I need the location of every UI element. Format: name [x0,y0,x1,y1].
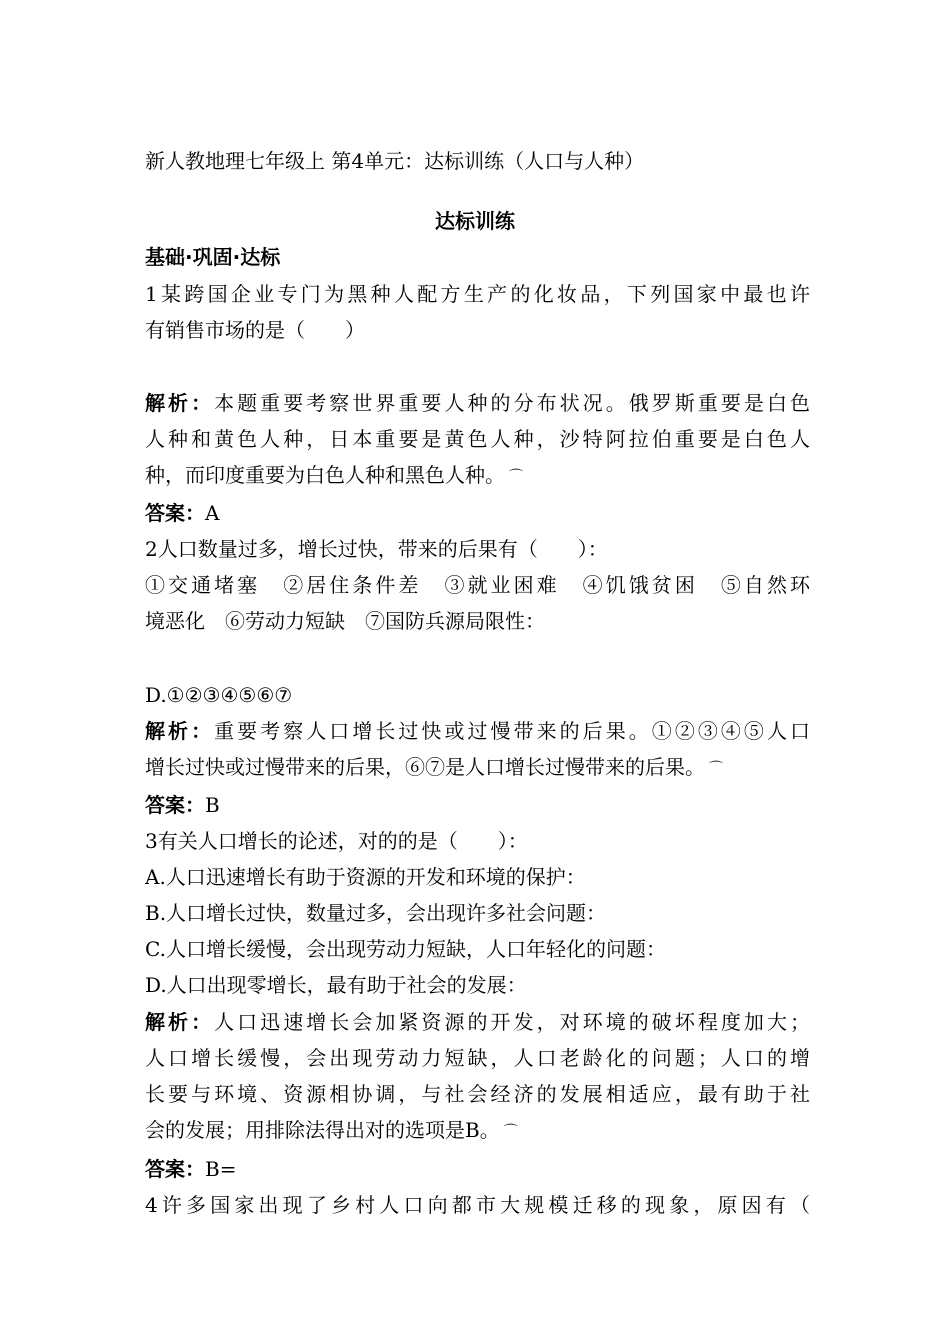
q1-analysis-text1: 本题重要考察世界重要人种的分布状况。俄罗斯重要是白色 [214,391,810,415]
q1-analysis-text3: 种，而印度重要为白色人种和黑色人种。 [145,463,505,487]
q2-analysis-label: 解析： [145,719,215,743]
q3-answer-label: 答案： [145,1157,205,1181]
q1-analysis-line3 [145,462,810,490]
bracket-mark-icon: ⌒ [503,1123,518,1140]
q3-analysis-line1 [145,1009,810,1035]
q1-analysis-line2: 人种和黄色人种，日本重要是黄色人种，沙特阿拉伯重要是白色人 [145,427,810,451]
q2-answer [145,792,810,818]
q3-analysis-line2: 人口增长缓慢，会出现劳动力短缺，人口老龄化的问题；人口的增 [145,1046,810,1070]
page-title: 达标训练 [435,209,515,233]
q3-option-b: B.人口增长过快，数量过多，会出现许多社会问题： [145,901,607,925]
q2-analysis-line2 [145,754,810,782]
q1-stem-line1: 1某跨国企业专门为黑种人配方生产的化妆品，下列国家中最也许 [145,282,810,306]
q2-items-line2: 境恶化 ⑥劳动力短缺 ⑦国防兵源局限性： [145,609,545,633]
q3-answer-value: B= [205,1157,237,1181]
q2-analysis-line1 [145,718,810,744]
q3-answer [145,1156,810,1182]
q1-stem-line2: 有销售市场的是（ ） [145,318,365,342]
q2-analysis-text1: 重要考察人口增长过快或过慢带来的后果。①②③④⑤人口 [214,719,810,743]
q2-analysis-text2: 增长过快或过慢带来的后果，⑥⑦是人口增长过慢带来的后果。 [145,755,705,779]
q2-answer-label: 答案： [145,793,205,817]
q2-stem: 2人口数量过多，增长过快，带来的后果有（ ）： [145,537,608,561]
q3-analysis-text4: 会的发展；用排除法得出对的选项是B。 [145,1118,500,1142]
document-header: 新人教地理七年级上 第4单元：达标训练（人口与人种） [145,149,645,173]
q2-items-line1: ①交通堵塞 ②居住条件差 ③就业困难 ④饥饿贫困 ⑤自然环 [145,573,810,597]
q3-stem: 3有关人口增长的论述，对的的是（ ）： [145,829,528,853]
q3-analysis-text1: 人口迅速增长会加紧资源的开发，对环境的破坏程度加大； [214,1010,810,1034]
q2-option-d: D.①②③④⑤⑥⑦ [145,683,293,707]
bracket-mark-icon: ⌒ [509,468,523,485]
q1-analysis-line1 [145,390,810,416]
q3-option-c: C.人口增长缓慢，会出现劳动力短缺，人口年轻化的问题： [145,937,666,961]
q3-option-a: A.人口迅速增长有助于资源的开发和环境的保护： [145,865,586,889]
q1-answer-value: A [205,501,220,525]
q3-analysis-label: 解析： [145,1010,215,1034]
q1-answer-label: 答案： [145,501,205,525]
bracket-mark-icon: ⌒ [709,760,723,777]
q3-analysis-line3: 长要与环境、资源相协调，与社会经济的发展相适应，最有助于社 [145,1082,810,1106]
q1-analysis-label: 解析： [145,391,215,415]
q3-analysis-line4 [145,1117,810,1145]
q1-answer [145,500,810,526]
section-heading: 基础·巩固·达标 [145,245,281,269]
q2-answer-value: B [205,793,220,817]
q4-stem-line1: 4许多国家出现了乡村人口向都市大规模迁移的现象，原因有（ [145,1193,810,1217]
q3-option-d: D.人口出现零增长，最有助于社会的发展： [145,973,527,997]
